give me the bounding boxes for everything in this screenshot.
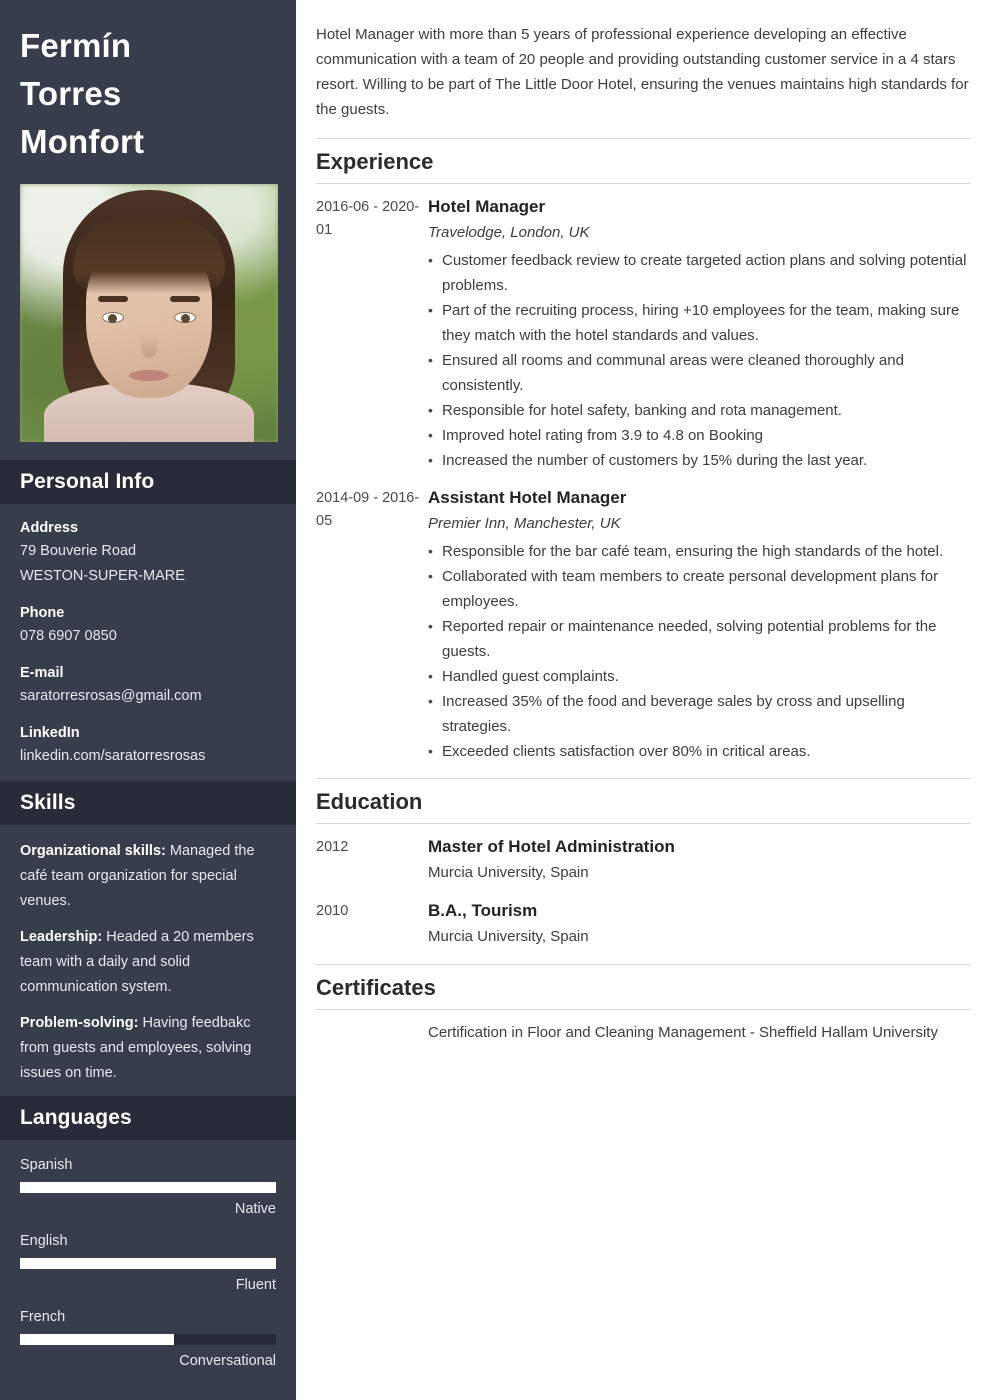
- language-bar-fill: [20, 1258, 276, 1269]
- experience-heading: Experience: [316, 138, 971, 184]
- languages-heading: Languages: [20, 1106, 132, 1129]
- photo-brow-left: [98, 296, 128, 302]
- entry-body: [428, 834, 971, 886]
- entry-subtitle: Murcia University, Spain: [428, 864, 589, 881]
- photo-container: [0, 172, 296, 460]
- skills-body: [0, 825, 296, 1096]
- entry-bullets: [428, 248, 971, 473]
- bullet-item: • Responsible for the bar café team, ensuring the high standards of the hotel.: [428, 539, 971, 564]
- skill-label: Problem-solving:: [20, 1015, 139, 1031]
- language-bar-track: [20, 1258, 276, 1269]
- certificate-text: Certification in Floor and Cleaning Management - Sheffield Hallam University: [428, 1024, 938, 1041]
- field-label: LinkedIn: [20, 725, 80, 741]
- bullet-item: • Part of the recruiting process, hiring +10 employees for the team, making sure they match with the hotel standards and values.: [428, 298, 971, 348]
- photo-fringe: [73, 218, 225, 294]
- section-education: [316, 778, 971, 950]
- bullet-item: • Customer feedback review to create targeted action plans and solving potential problems.: [428, 248, 971, 298]
- main-content: [296, 0, 990, 1400]
- field-phone: [20, 603, 276, 649]
- entry-subtitle: Murcia University, Spain: [428, 928, 589, 945]
- professional-summary: Hotel Manager with more than 5 years of professional experience developing an effective communication with a team of 20 people and providing outstanding customer service in a 4 stars resort. Willing to be part of The Little Door Hotel, ensuring the venues maintains high standards for the guests.: [316, 26, 969, 118]
- skill-item: [20, 925, 276, 1000]
- bullet-item: • Exceeded clients satisfaction over 80% in critical areas.: [428, 739, 971, 764]
- candidate-name: [0, 0, 296, 172]
- entry-date: 2010: [316, 903, 349, 919]
- skill-text: Having feedbakc from guests and employees, solving issues on time.: [20, 1015, 252, 1081]
- language-level: Conversational: [179, 1353, 276, 1369]
- languages-body: [0, 1140, 296, 1390]
- bullet-item: • Responsible for hotel safety, banking and rota management.: [428, 398, 971, 423]
- language-level: Fluent: [235, 1277, 276, 1293]
- language-bar-fill: [20, 1182, 276, 1193]
- bullet-item: • Improved hotel rating from 3.9 to 4.8 on Booking: [428, 423, 971, 448]
- skill-text: Managed the café team organization for special venues.: [20, 843, 255, 909]
- section-certificates: [316, 964, 971, 1045]
- field-value[interactable]: saratorresrosas@gmail.com: [20, 688, 202, 704]
- entry-date: [316, 1020, 428, 1045]
- section-header-skills: [0, 781, 296, 825]
- education-entry: [316, 834, 971, 886]
- certificate-entry: [316, 1020, 971, 1045]
- skills-heading: Skills: [20, 791, 76, 814]
- section-header-personal-info: [0, 460, 296, 504]
- field-value: 79 Bouverie Road: [20, 543, 137, 559]
- entry-body: [428, 1020, 971, 1045]
- language-item: [20, 1230, 276, 1296]
- entry-body: [428, 485, 971, 764]
- bullet-item: • Increased 35% of the food and beverage sales by cross and upselling strategies.: [428, 689, 971, 739]
- experience-entry: [316, 194, 971, 473]
- sidebar: [0, 0, 296, 1400]
- bullet-item: • Handled guest complaints.: [428, 664, 971, 689]
- field-email: [20, 663, 276, 709]
- language-name: Spanish: [20, 1157, 73, 1173]
- language-bar-fill: [20, 1334, 174, 1345]
- field-label: Address: [20, 520, 79, 536]
- field-label: Phone: [20, 605, 65, 621]
- bullet-item: • Collaborated with team members to create personal development plans for employees.: [428, 564, 971, 614]
- entry-date: 2012: [316, 839, 349, 855]
- language-name: French: [20, 1309, 66, 1325]
- language-level: Native: [234, 1201, 276, 1217]
- entry-title: Hotel Manager: [428, 197, 546, 216]
- entry-title: Assistant Hotel Manager: [428, 488, 627, 507]
- experience-entry: [316, 485, 971, 764]
- language-bar-track: [20, 1334, 276, 1345]
- name-line-1: Fermín: [20, 27, 132, 64]
- field-linkedin: [20, 723, 276, 769]
- bullet-item: • Ensured all rooms and communal areas were cleaned thoroughly and consistently.: [428, 348, 971, 398]
- name-line-3: Monfort: [20, 123, 145, 160]
- section-experience: [316, 138, 971, 764]
- language-name: English: [20, 1233, 68, 1249]
- personal-info-body: [0, 504, 296, 781]
- certificates-heading: Certificates: [316, 964, 971, 1010]
- photo-mouth: [129, 370, 169, 381]
- entry-body: [428, 194, 971, 473]
- entry-title: B.A., Tourism: [428, 901, 538, 920]
- skill-label: Leadership:: [20, 929, 103, 945]
- personal-info-heading: Personal Info: [20, 470, 155, 493]
- field-value[interactable]: linkedin.com/saratorresrosas: [20, 748, 206, 764]
- language-bar-track: [20, 1182, 276, 1193]
- skill-item: [20, 839, 276, 914]
- photo-iris-right: [181, 314, 190, 323]
- entry-date: 2014-09 - 2016-05: [316, 490, 420, 529]
- bullet-item: • Reported repair or maintenance needed, solving potential problems for the guests.: [428, 614, 971, 664]
- entry-date: 2016-06 - 2020-01: [316, 199, 420, 238]
- skill-text: Headed a 20 members team with a daily and solid communication system.: [20, 929, 254, 995]
- entry-subtitle: Premier Inn, Manchester, UK: [428, 515, 621, 532]
- section-header-languages: [0, 1096, 296, 1140]
- field-address: [20, 518, 276, 589]
- education-heading: Education: [316, 778, 971, 824]
- name-line-2: Torres: [20, 75, 122, 112]
- field-value: 078 6907 0850: [20, 628, 117, 644]
- bullet-item: • Increased the number of customers by 15% during the last year.: [428, 448, 971, 473]
- skill-label: Organizational skills:: [20, 843, 166, 859]
- education-entry: [316, 898, 971, 950]
- portrait-photo: [20, 184, 278, 442]
- skill-item: [20, 1011, 276, 1086]
- field-value: WESTON-SUPER-MARE: [20, 568, 185, 584]
- entry-subtitle: Travelodge, London, UK: [428, 224, 590, 241]
- language-item: [20, 1154, 276, 1220]
- entry-body: [428, 898, 971, 950]
- photo-iris-left: [108, 314, 117, 323]
- entry-title: Master of Hotel Administration: [428, 837, 675, 856]
- entry-bullets: [428, 539, 971, 764]
- field-label: E-mail: [20, 665, 64, 681]
- photo-brow-right: [170, 296, 200, 302]
- photo-nose: [141, 334, 157, 358]
- language-item: [20, 1306, 276, 1372]
